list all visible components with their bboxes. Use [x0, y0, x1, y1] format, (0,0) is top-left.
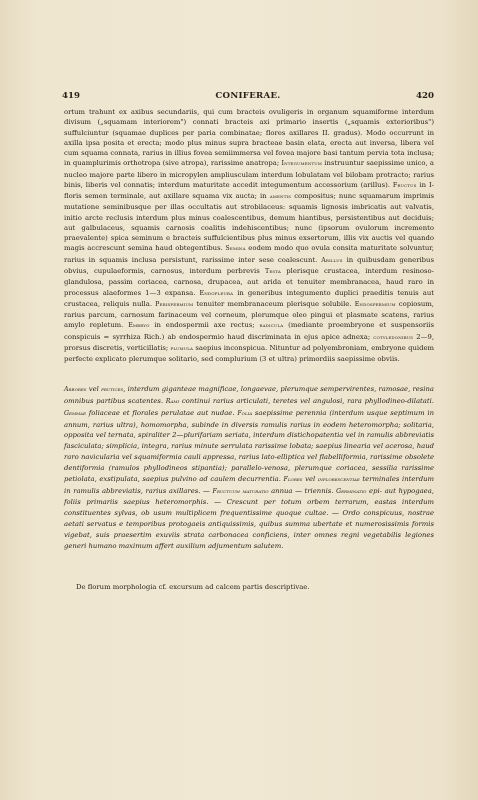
- text-run: continui rarius articulati, teretes vel angulosi, rara phyllodineo-dilatati.: [179, 396, 434, 405]
- keyword-cotyledonibus: cotyledonibus: [373, 333, 414, 341]
- keyword-maturatio: maturatio: [242, 487, 269, 495]
- keyword-embryo: Embryo: [128, 322, 150, 330]
- text-run: epi- aut hypogaea, foliis primariis saepius heteromorphis. — Crescunt per totum orbem terrarum, eastas interdum constituentes sylvas, ob usum multiplicem frequentissime quoque cultae. — Ordo conspicuus, nostrae aetati servatus e temporibus protogaeis antiquissimis, quibus summa ubertate et numerosissimis formis vigebat, suis praesertim exuviis strata carbonacea conficiens, inter omnes regni vegetabilis legiones generi humano maximum affert auxilium adjumentum salutem.: [64, 486, 434, 550]
- text-run: in endospermii axe rectus;: [149, 321, 260, 330]
- running-title: CONIFERAE.: [215, 91, 281, 101]
- page-number-right: 420: [416, 91, 434, 101]
- text-run: , interdum giganteae magnificae, longaevae, plerumque sempervirentes, ramosae, resina omnibus partibus scatentes.: [64, 385, 434, 405]
- text-run: copiosum, rarius parcum, carnosum farinaceum vel corneum, plerumque oleo pingui et plasmate scatens, rarius amylo repletum.: [64, 299, 434, 330]
- text-run: (mediante proembryone et suspensoriis conspicuis = syrrhiza Rich.) ab endospermio haud discriminata in ejus apice adnexa;: [64, 321, 434, 341]
- keyword-flores: Flores: [283, 475, 303, 483]
- keyword-amentis: amentis: [269, 193, 292, 201]
- keyword-gemmae: Gemmae: [64, 409, 86, 417]
- text-run: vel: [86, 385, 102, 393]
- keyword-testa: Testa: [265, 267, 281, 275]
- text-run: 2—9, prorsus discretis, verticillatis;: [64, 332, 434, 352]
- keyword-frutices: frutices: [101, 386, 124, 393]
- description-paragraph: [64, 107, 434, 364]
- text-run: ortum trahunt ex axibus secundariis, qui cum bracteis ovuligeris in organum squamiforme interdum divisum („squamam interiorem") connati bracteis axi primario insertis („squamis exterioribus") suffulciuntur (squamae duplices per paria combinatae; flores axillares II. gradus). Modo occurrunt in axilla ipsa posita et erecta; modo plus minus supra bracteae basin elata, erecta aut inversa, libera vel cum squama connata, rarius in illius fovea semiimmersa vel fovea majore basi tantum pervia tota inclusa; in quamplurimis orthotropa (sive atropa), rarissime anatropa;: [64, 108, 434, 168]
- text-run: plerisque crustacea, interdum resinoso-glandulosa, passim coriacea, carnosa, drupacea, aut arida et tenuiter membranacea, haud raro in processus alaeformes 1—3 expansa.: [64, 266, 434, 297]
- text-run: saepissime perennia (interdum usque septimum in annum, rarius ultra), homomorpha, subinde in diversis ramulis rarius in eodem heteromorpha; solitaria, opposita vel ternata, spiraliter 2—plurifariam seriata, interdum distichopatentia vel in ramulis abbreviatis fasciculata; simplicia, integra, rarius minute serrulata rarissime lobata; saepius linearia vel acerosa, haud raro navicularia vel squamiformia cauli appressa, rarius lato-elliptica vel flabelliformia, rarissime obsolete dentiformia (ramulos phyllodineos stipantia); parallelo-venosa, plerumque coriacea, sessilia rarissime petiolata, exstipulata, saepius pulvino ad caulem decurrentia.: [64, 408, 434, 483]
- text-run: foliaceae et florales perulatae aut nudae.: [85, 408, 238, 417]
- keyword-inflorescentiae: inflorescentiae: [317, 475, 360, 483]
- text-run: tenuiter membranaceum plerisque solubile.: [193, 299, 355, 308]
- text-run: compositus; nunc squamarum imprimis mutatione seminibusque per illas occultatis aut strobilaceus: squamis lignosis imbricatis aut valvatis, initio arcte reclusis interdum plus minus coalescentibus, demum hiantibus, persistentibus aut deciduis; aut galbulaceus, squamis carnosis coalitis indehiscentibus; nunc (ipsorum ovulorum incremento praevalente) spica seminum e bracteis suffulcientibus plus minus exsertorum, illis vix auctis vel quando magis accrescunt semina haud obtegentibus.: [64, 192, 434, 253]
- text-run: terminales interdum in ramulis abbreviatis, rarius axillares. —: [64, 474, 434, 495]
- keyword-plumula: plumula: [170, 344, 194, 352]
- text-run: in I-floris semen terminale, aut axillare squama vix aucta; in: [64, 180, 434, 201]
- keyword-arillus: Arillus: [321, 256, 343, 264]
- keyword-endopleura: Endopleura: [199, 289, 234, 297]
- keyword-fructus: Fructus: [392, 181, 417, 189]
- keyword-germinatio: Germinatio: [336, 487, 367, 495]
- text-run: instruuntur saepissime unico, a nucleo majore parte libero in micropylen ampliusculam interdum lobulatam vel bilobam protracto; rarius binis, liberis vel connatis; interdum maturitate accedit integumentum accessorium (arillus).: [64, 159, 434, 189]
- keyword-semina: Semina: [225, 245, 246, 253]
- page-number-left: 419: [62, 91, 80, 101]
- keyword-integumentum: Integumentum: [281, 160, 323, 168]
- text-run: eodem modo quo ovula consita maturitate solvuntur, rarius in squamis inclusa persistunt, rarissime inter sese coalescunt.: [64, 244, 434, 264]
- keyword-fructuum: Fructuum: [212, 487, 240, 495]
- page-header: [62, 91, 434, 105]
- text-run: in quibusdam generibus obvius, cupulaeformis, carnosus, interdum perbrevis: [64, 255, 434, 275]
- text-run: vel: [302, 474, 318, 483]
- footnote: De florum morphologia cf. excursum ad calcem partis descriptivae.: [76, 583, 310, 591]
- vegetative-paragraph: [64, 384, 434, 552]
- keyword-endospermium: Endospermium: [354, 300, 396, 308]
- text-run: in generibus integumento duplici praeditis tenuis aut crustacea, reliquis nulla.: [64, 288, 434, 308]
- keyword-perispermium: Perispermium: [155, 300, 194, 308]
- keyword-rami: Rami: [165, 397, 180, 405]
- keyword-arbores: Arbores: [64, 386, 87, 393]
- keyword-folia: Folia: [237, 409, 253, 417]
- text-run: saepius inconspicua. Nituntur ad polyembroniam, embryone quidem perfecte explicato plerumque solitario, sed complurium (3 et ultra) primordiis saepissime obviis.: [64, 343, 434, 364]
- keyword-radicula: radicula: [259, 322, 284, 330]
- text-run: annua — triennis.: [268, 486, 337, 495]
